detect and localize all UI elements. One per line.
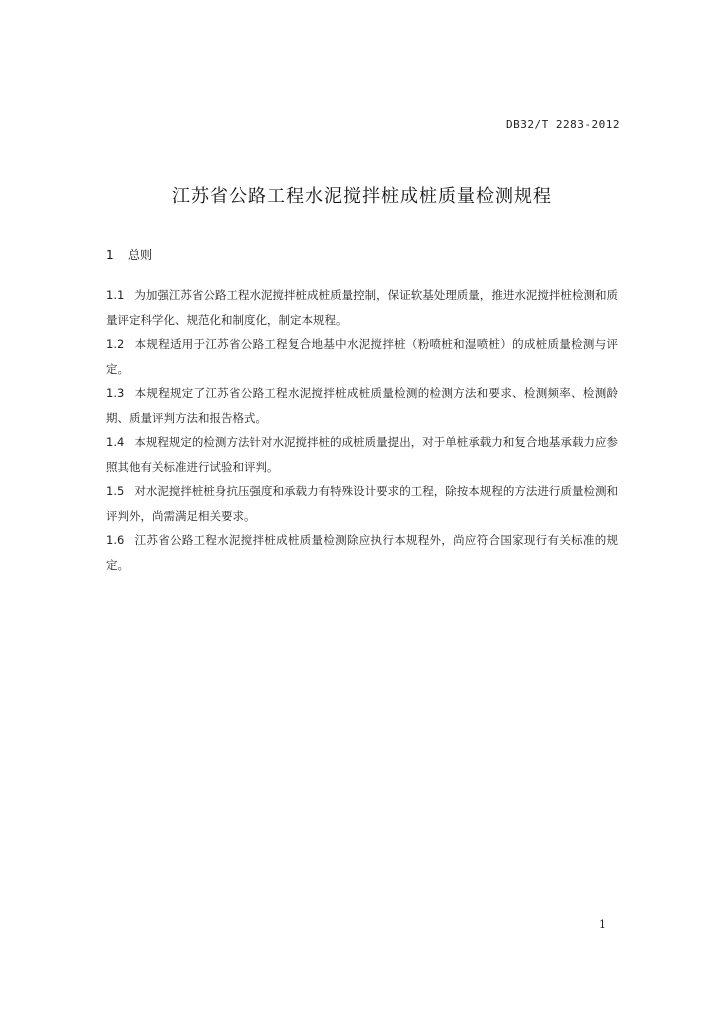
document-title: 江苏省公路工程水泥搅拌桩成桩质量检测规程: [172, 186, 552, 207]
clause-number: 1.2: [106, 337, 125, 351]
standard-code: DB32/T 2283-2012: [506, 118, 620, 131]
page-number: 1: [599, 918, 606, 931]
clause-1-5: [106, 479, 618, 528]
clause-text: 为加强江苏省公路工程水泥搅拌桩成桩质量控制，保证软基处理质量，推进水泥搅拌桩检测和质量评定科学化、规范化和制度化，制定本规程。: [106, 288, 618, 327]
clause-1-2: [106, 332, 618, 381]
section-title: 总则: [128, 248, 153, 262]
clause-text: 本规程规定了江苏省公路工程水泥搅拌桩成桩质量检测的检测方法和要求、检测频率、检测龄期、质量评判方法和报告格式。: [106, 386, 618, 425]
clause-1-6: [106, 528, 618, 577]
clause-number: 1.6: [106, 533, 125, 547]
clause-1-4: [106, 430, 618, 479]
clause-number: 1.4: [106, 435, 125, 449]
clause-text: 江苏省公路工程水泥搅拌桩成桩质量检测除应执行本规程外，尚应符合国家现行有关标准的规定。: [106, 533, 618, 572]
section-heading: [106, 246, 152, 263]
clause-text: 本规程规定的检测方法针对水泥搅拌桩的成桩质量提出，对于单桩承载力和复合地基承载力应参照其他有关标准进行试验和评判。: [106, 435, 618, 474]
clause-number: 1.3: [106, 386, 125, 400]
clause-number: 1.5: [106, 484, 125, 498]
clause-1-1: [106, 283, 618, 332]
clause-list: [106, 283, 618, 577]
clause-text: 对水泥搅拌桩桩身抗压强度和承载力有特殊设计要求的工程，除按本规程的方法进行质量检测和评判外，尚需满足相关要求。: [106, 484, 618, 523]
section-number: 1: [106, 248, 114, 262]
clause-number: 1.1: [106, 288, 125, 302]
clause-text: 本规程适用于江苏省公路工程复合地基中水泥搅拌桩（粉喷桩和湿喷桩）的成桩质量检测与评定。: [106, 337, 618, 376]
clause-1-3: [106, 381, 618, 430]
